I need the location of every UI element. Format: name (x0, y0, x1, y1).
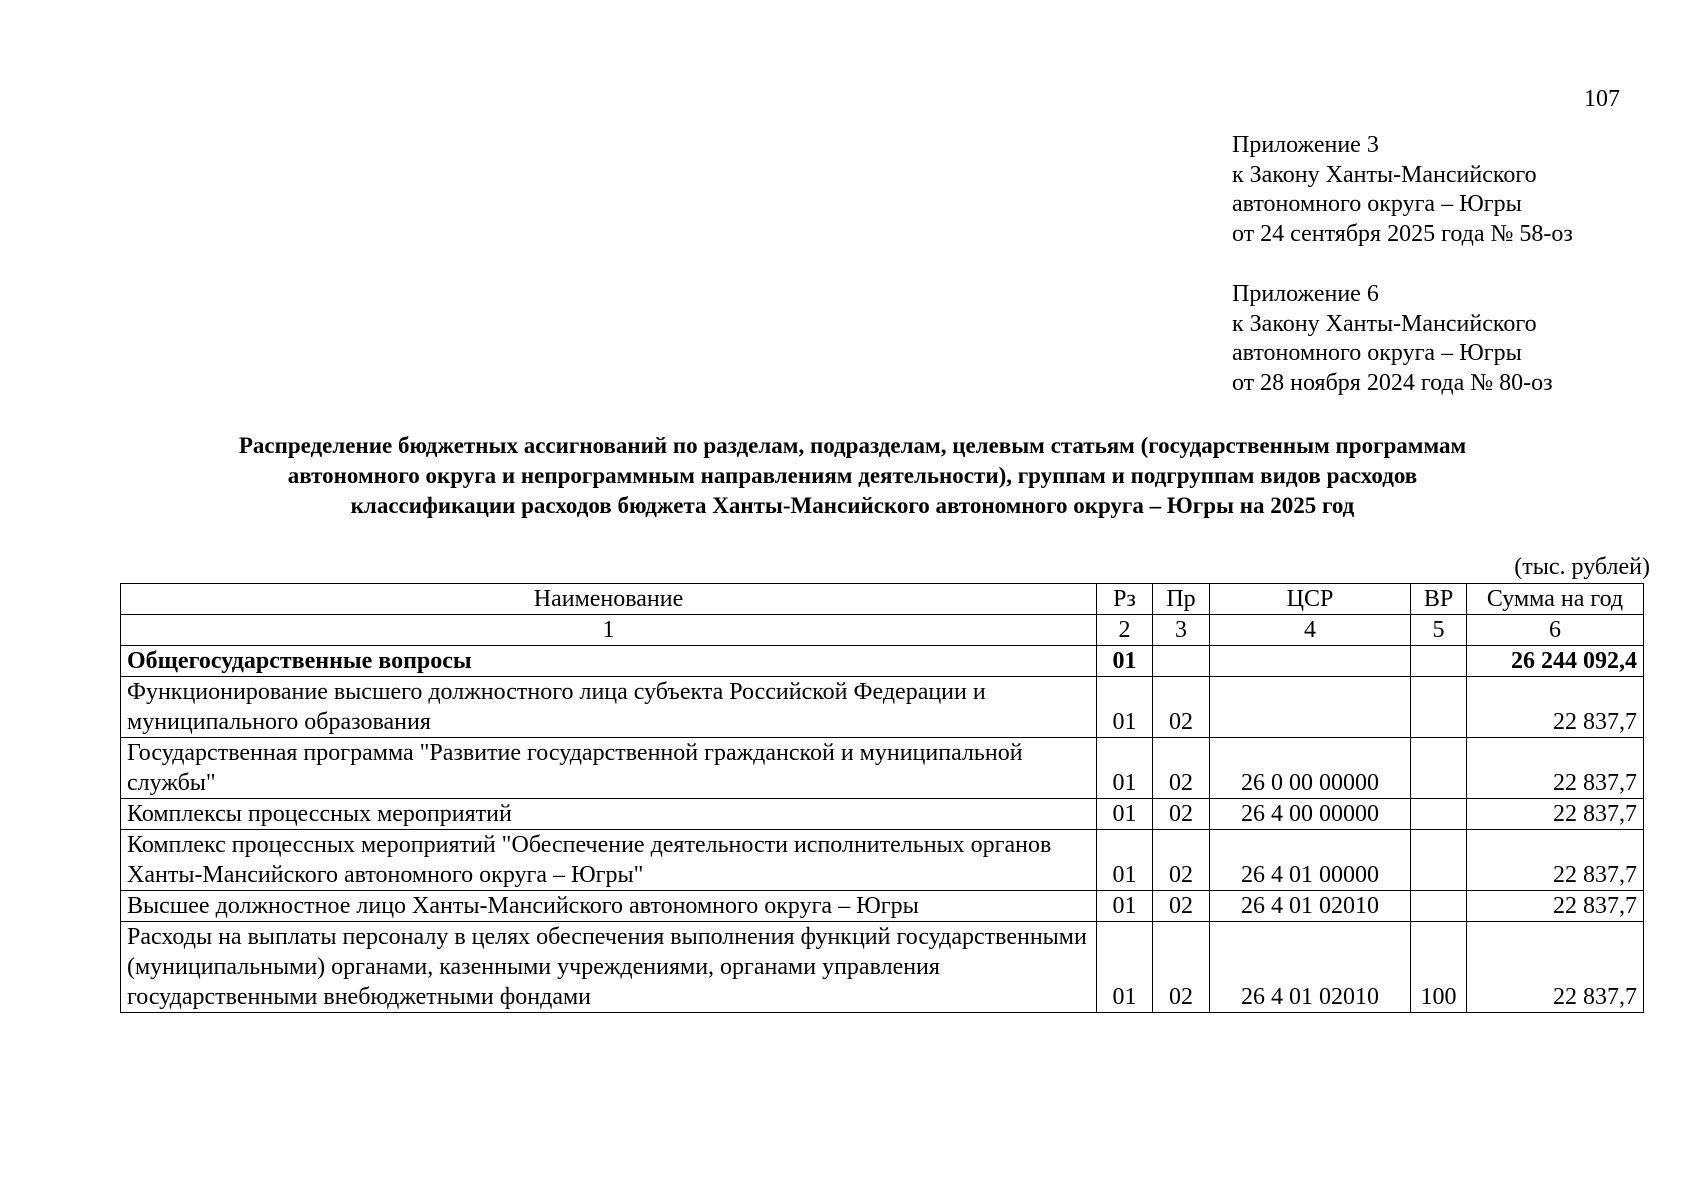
cell-rz: 01 (1097, 738, 1153, 799)
appendix-original-line: автономного округа – Югры (1232, 340, 1522, 366)
cell-csr: 26 4 01 02010 (1210, 891, 1411, 922)
cell-csr: 26 4 01 00000 (1210, 830, 1411, 891)
cell-pr (1153, 646, 1210, 677)
cell-vr (1411, 891, 1467, 922)
cell-vr: 100 (1411, 922, 1467, 1013)
appendix-current-line: Приложение 3 (1232, 132, 1379, 158)
units-label: (тыс. рублей) (1514, 554, 1650, 580)
document-title (140, 431, 1565, 521)
cell-rz: 01 (1097, 799, 1153, 830)
title-line: Распределение бюджетных ассигнований по разделам, подразделам, целевым статьям (государственным программам (238, 433, 1467, 458)
table-column-numbers-row (121, 615, 1644, 646)
header-sum: Сумма на год (1467, 584, 1644, 615)
cell-name: Общегосударственные вопросы (121, 646, 1097, 677)
title-line: классификации расходов бюджета Ханты-Мансийского автономного округа – Югры на 2025 год (350, 493, 1355, 518)
appendix-current-line: автономного округа – Югры (1232, 191, 1522, 217)
cell-sum: 22 837,7 (1467, 922, 1644, 1013)
appendix-current-line: к Закону Ханты-Мансийского (1232, 161, 1537, 188)
cell-vr (1411, 646, 1467, 677)
cell-csr: 26 0 00 00000 (1210, 738, 1411, 799)
cell-vr (1411, 738, 1467, 799)
cell-vr (1411, 799, 1467, 830)
cell-pr: 02 (1153, 891, 1210, 922)
column-number: 3 (1153, 615, 1210, 646)
cell-pr: 02 (1153, 922, 1210, 1013)
cell-rz: 01 (1097, 891, 1153, 922)
header-rz: Рз (1097, 584, 1153, 615)
table-row (121, 646, 1644, 677)
appendix-original-line: Приложение 6 (1232, 281, 1379, 307)
table-row (121, 799, 1644, 830)
cell-csr: 26 4 00 00000 (1210, 799, 1411, 830)
table-row (121, 891, 1644, 922)
header-pr: Пр (1153, 584, 1210, 615)
cell-vr (1411, 830, 1467, 891)
column-number: 6 (1467, 615, 1644, 646)
cell-pr: 02 (1153, 677, 1210, 738)
column-number: 1 (121, 615, 1097, 646)
appendix-original-line: от 28 ноября 2024 года № 80-оз (1232, 369, 1553, 396)
column-number: 4 (1210, 615, 1411, 646)
cell-csr: 26 4 01 02010 (1210, 922, 1411, 1013)
table-row (121, 677, 1644, 738)
cell-pr: 02 (1153, 738, 1210, 799)
cell-rz: 01 (1097, 677, 1153, 738)
title-line: автономного округа и непрограммным направлениям деятельности), группам и подгруппам видов расходов (287, 463, 1418, 488)
cell-sum: 22 837,7 (1467, 891, 1644, 922)
cell-sum: 22 837,7 (1467, 677, 1644, 738)
cell-pr: 02 (1153, 830, 1210, 891)
appendix-current-line: от 24 сентября 2025 года № 58-оз (1232, 220, 1573, 247)
header-vr: ВР (1411, 584, 1467, 615)
cell-name: Расходы на выплаты персоналу в целях обеспечения выполнения функций государственными (муниципальными) органами, казенными учреждениями, органами управления государственными внебюджетными фондами (121, 922, 1097, 1013)
cell-sum: 22 837,7 (1467, 799, 1644, 830)
column-number: 5 (1411, 615, 1467, 646)
table-header-row (121, 584, 1644, 615)
cell-csr (1210, 677, 1411, 738)
column-number: 2 (1097, 615, 1153, 646)
cell-sum: 26 244 092,4 (1467, 646, 1644, 677)
cell-pr: 02 (1153, 799, 1210, 830)
appendix-current-header (1232, 131, 1573, 249)
header-name: Наименование (121, 584, 1097, 615)
cell-name: Функционирование высшего должностного лица субъекта Российской Федерации и муниципального образования (121, 677, 1097, 738)
page-number: 107 (1584, 86, 1620, 112)
table-row (121, 738, 1644, 799)
appendix-original-header (1232, 280, 1553, 398)
cell-rz: 01 (1097, 646, 1153, 677)
header-csr: ЦСР (1210, 584, 1411, 615)
budget-table (120, 583, 1644, 1013)
cell-name: Комплекс процессных мероприятий "Обеспечение деятельности исполнительных органов Ханты-Мансийского автономного округа – Югры" (121, 830, 1097, 891)
cell-name: Комплексы процессных мероприятий (121, 799, 1097, 830)
appendix-original-line: к Закону Ханты-Мансийского (1232, 310, 1537, 337)
cell-csr (1210, 646, 1411, 677)
cell-vr (1411, 677, 1467, 738)
cell-sum: 22 837,7 (1467, 830, 1644, 891)
table-row (121, 922, 1644, 1013)
cell-name: Государственная программа "Развитие государственной гражданской и муниципальной службы" (121, 738, 1097, 799)
cell-rz: 01 (1097, 830, 1153, 891)
cell-sum: 22 837,7 (1467, 738, 1644, 799)
cell-name: Высшее должностное лицо Ханты-Мансийского автономного округа – Югры (121, 891, 1097, 922)
cell-rz: 01 (1097, 922, 1153, 1013)
table-row (121, 830, 1644, 891)
